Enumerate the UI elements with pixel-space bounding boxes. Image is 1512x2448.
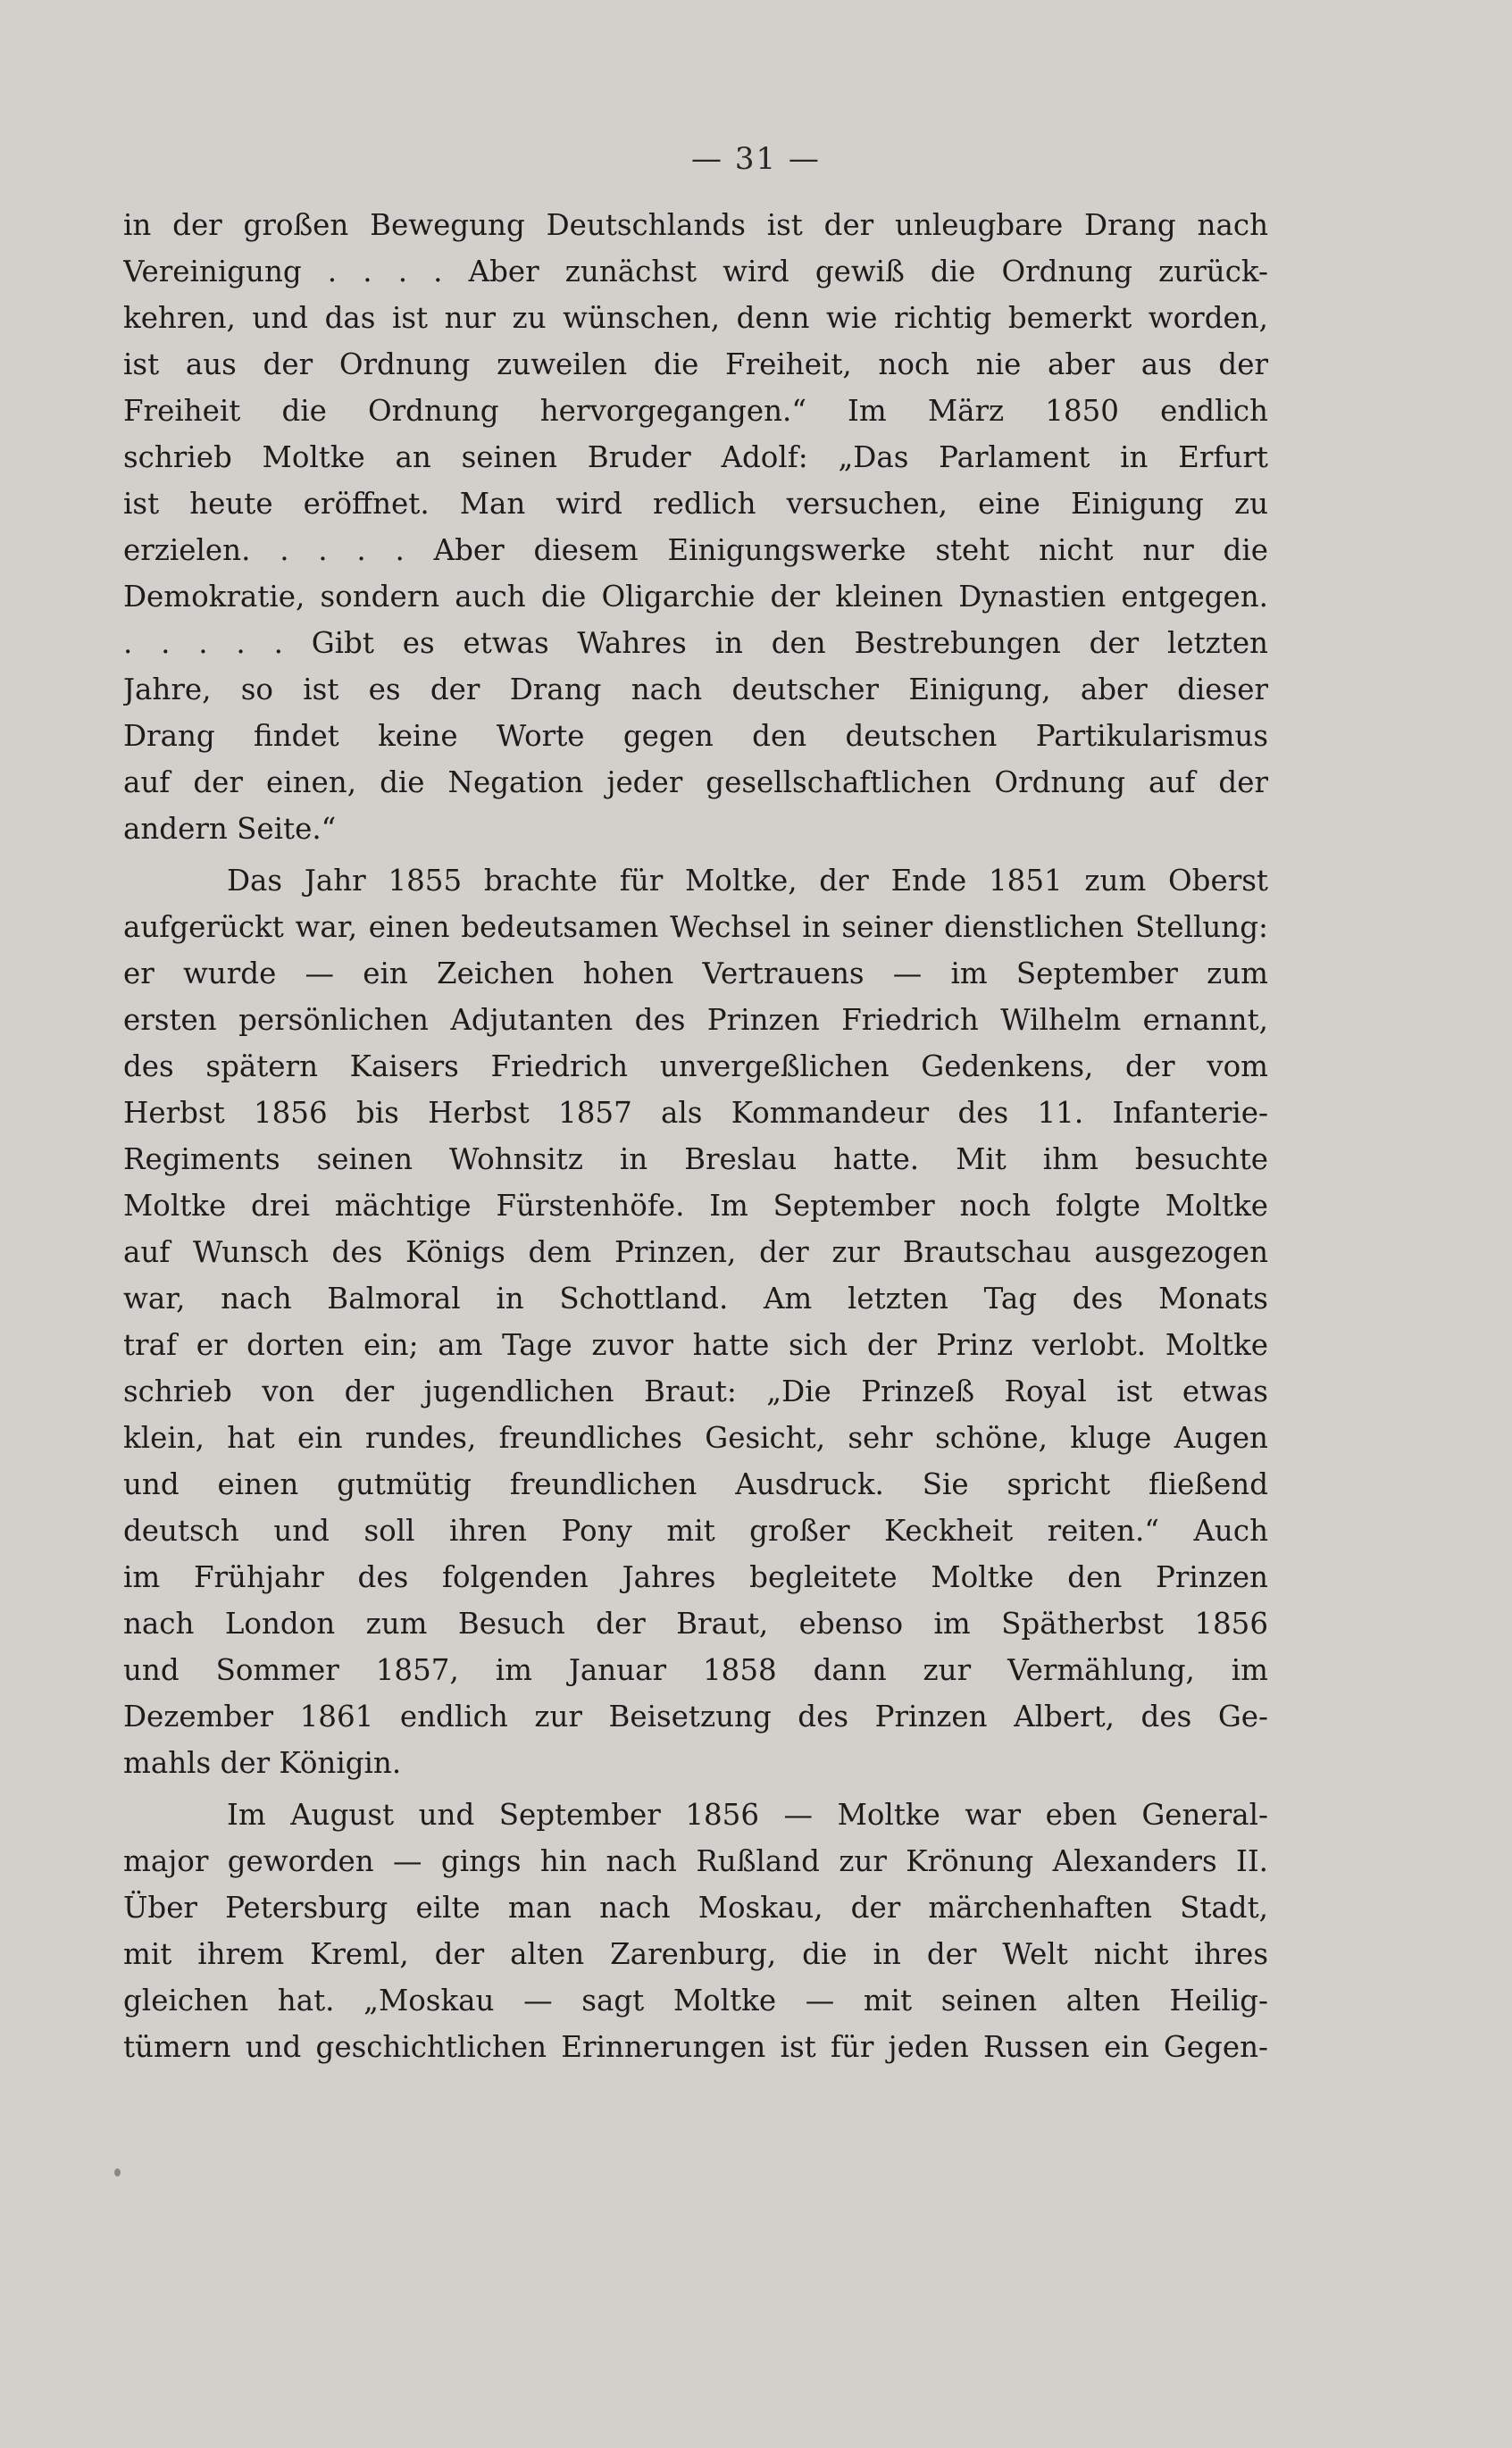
text-line: traf er dorten ein; am Tage zuvor hatte sich der Prinz verlobt. Moltke (123, 1328, 1268, 1362)
paper-speck (114, 2168, 121, 2176)
text-line: Das Jahr 1855 brachte für Moltke, der Ende 1851 zum Oberst (227, 864, 1268, 898)
text-line: andern Seite.“ (123, 812, 337, 846)
text-line: mit ihrem Kreml, der alten Zarenburg, die in der Welt nicht ihres (123, 1937, 1268, 1971)
text-line: Drang findet keine Worte gegen den deutschen Partikularismus (123, 719, 1268, 753)
text-line: auf Wunsch des Königs dem Prinzen, der zur Brautschau ausgezogen (123, 1235, 1268, 1269)
text-line: ist heute eröffnet. Man wird redlich versuchen, eine Einigung zu (123, 487, 1268, 521)
text-line: und Sommer 1857, im Januar 1858 dann zur Vermählung, im (123, 1653, 1268, 1687)
text-line: im Frühjahr des folgenden Jahres begleitete Moltke den Prinzen (123, 1560, 1268, 1594)
page-number: — 31 — (691, 141, 821, 177)
text-line: tümern und geschichtlichen Erinnerungen ist für jeden Russen ein Gegen- (123, 2030, 1268, 2064)
text-line: ist aus der Ordnung zuweilen die Freiheit, noch nie aber aus der (123, 347, 1268, 381)
text-line: Demokratie, sondern auch die Oligarchie der kleinen Dynastien entgegen. (123, 580, 1268, 614)
text-line: des spätern Kaisers Friedrich unvergeßlichen Gedenkens, der vom (123, 1049, 1268, 1083)
body-text (123, 202, 1268, 2070)
paragraph-3 (123, 1792, 1268, 2070)
text-line: Herbst 1856 bis Herbst 1857 als Kommandeur des 11. Infanterie- (123, 1096, 1268, 1130)
text-line: Im August und September 1856 — Moltke war eben General- (227, 1798, 1268, 1832)
text-line: Über Petersburg eilte man nach Moskau, der märchenhaften Stadt, (123, 1891, 1268, 1925)
text-line: klein, hat ein rundes, freundliches Gesicht, sehr schöne, kluge Augen (123, 1421, 1268, 1455)
text-line: ersten persönlichen Adjutanten des Prinzen Friedrich Wilhelm ernannt, (123, 1003, 1268, 1037)
text-line: war, nach Balmoral in Schottland. Am letzten Tag des Monats (123, 1282, 1268, 1316)
paragraph-2 (123, 857, 1268, 1786)
text-line: auf der einen, die Negation jeder gesellschaftlichen Ordnung auf der (123, 765, 1268, 799)
text-line: major geworden — gings hin nach Rußland zur Krönung Alexanders II. (123, 1844, 1268, 1878)
text-line: Regiments seinen Wohnsitz in Breslau hatte. Mit ihm besuchte (123, 1142, 1268, 1176)
text-line: gleichen hat. „Moskau — sagt Moltke — mit seinen alten Heilig- (123, 1984, 1268, 2018)
text-line: Freiheit die Ordnung hervorgegangen.“ Im März 1850 endlich (123, 394, 1268, 428)
text-line: deutsch und soll ihren Pony mit großer Keckheit reiten.“ Auch (123, 1514, 1268, 1548)
text-line: schrieb von der jugendlichen Braut: „Die Prinzeß Royal ist etwas (123, 1374, 1268, 1408)
text-line: und einen gutmütig freundlichen Ausdruck. Sie spricht fließend (123, 1467, 1268, 1501)
text-line: Vereinigung . . . . Aber zunächst wird gewiß die Ordnung zurück- (123, 255, 1268, 288)
text-line: kehren, und das ist nur zu wünschen, denn wie richtig bemerkt worden, (123, 301, 1268, 335)
text-line: Moltke drei mächtige Fürstenhöfe. Im September noch folgte Moltke (123, 1189, 1268, 1223)
text-line: schrieb Moltke an seinen Bruder Adolf: „Das Parlament in Erfurt (123, 440, 1268, 474)
text-line: aufgerückt war, einen bedeutsamen Wechsel in seiner dienstlichen Stellung: (123, 910, 1268, 944)
text-line: erzielen. . . . . Aber diesem Einigungswerke steht nicht nur die (123, 533, 1268, 567)
text-line: nach London zum Besuch der Braut, ebenso im Spätherbst 1856 (123, 1607, 1268, 1641)
text-line: mahls der Königin. (123, 1746, 402, 1780)
text-line: Dezember 1861 endlich zur Beisetzung des Prinzen Albert, des Ge- (123, 1700, 1268, 1734)
paragraph-1 (123, 202, 1268, 852)
text-line: Jahre, so ist es der Drang nach deutscher Einigung, aber dieser (123, 673, 1268, 706)
text-line: . . . . . Gibt es etwas Wahres in den Bestrebungen der letzten (123, 626, 1268, 660)
text-line: in der großen Bewegung Deutschlands ist der unleugbare Drang nach (123, 208, 1268, 242)
text-line: er wurde — ein Zeichen hohen Vertrauens — im September zum (123, 957, 1268, 990)
